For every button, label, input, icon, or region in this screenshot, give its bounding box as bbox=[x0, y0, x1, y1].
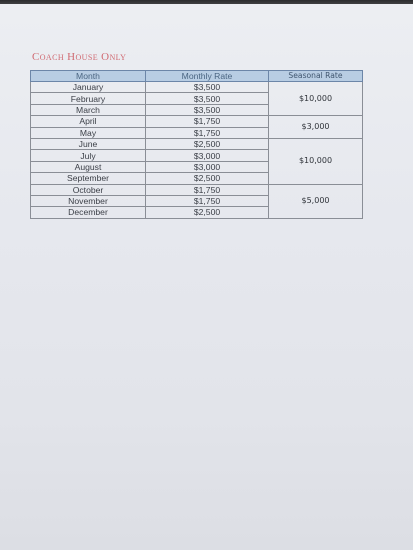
table-row bbox=[31, 138, 363, 149]
month-cell: August bbox=[31, 161, 146, 172]
month-cell: March bbox=[31, 104, 146, 115]
monthly-rate-cell: $1,750 bbox=[146, 195, 269, 206]
monthly-rate-cell: $2,500 bbox=[146, 207, 269, 218]
table-row bbox=[31, 184, 363, 195]
monthly-rate-cell: $3,500 bbox=[146, 93, 269, 104]
month-cell: October bbox=[31, 184, 146, 195]
table-row bbox=[31, 82, 363, 93]
document-page bbox=[0, 4, 413, 550]
table-row bbox=[31, 116, 363, 127]
monthly-rate-cell: $3,000 bbox=[146, 161, 269, 172]
header-seasonal-rate: Seasonal Rate bbox=[269, 71, 363, 82]
month-cell: June bbox=[31, 138, 146, 149]
seasonal-rate-cell: $5,000 bbox=[269, 184, 363, 218]
month-cell: September bbox=[31, 173, 146, 184]
header-monthly-rate: Monthly Rate bbox=[146, 71, 269, 82]
seasonal-rate-cell: $10,000 bbox=[269, 82, 363, 116]
monthly-rate-cell: $3,500 bbox=[146, 104, 269, 115]
table-body bbox=[31, 82, 363, 219]
rate-table bbox=[30, 70, 363, 219]
page-title: Coach House Only bbox=[32, 51, 127, 63]
month-cell: December bbox=[31, 207, 146, 218]
monthly-rate-cell: $2,500 bbox=[146, 173, 269, 184]
monthly-rate-cell: $1,750 bbox=[146, 184, 269, 195]
header-month: Month bbox=[31, 71, 146, 82]
month-cell: May bbox=[31, 127, 146, 138]
month-cell: February bbox=[31, 93, 146, 104]
month-cell: January bbox=[31, 82, 146, 93]
month-cell: April bbox=[31, 116, 146, 127]
monthly-rate-cell: $3,500 bbox=[146, 82, 269, 93]
seasonal-rate-cell: $10,000 bbox=[269, 138, 363, 184]
seasonal-rate-cell: $3,000 bbox=[269, 116, 363, 139]
month-cell: July bbox=[31, 150, 146, 161]
monthly-rate-cell: $1,750 bbox=[146, 116, 269, 127]
monthly-rate-cell: $3,000 bbox=[146, 150, 269, 161]
table-header-row bbox=[31, 71, 363, 82]
monthly-rate-cell: $2,500 bbox=[146, 138, 269, 149]
month-cell: November bbox=[31, 195, 146, 206]
monthly-rate-cell: $1,750 bbox=[146, 127, 269, 138]
